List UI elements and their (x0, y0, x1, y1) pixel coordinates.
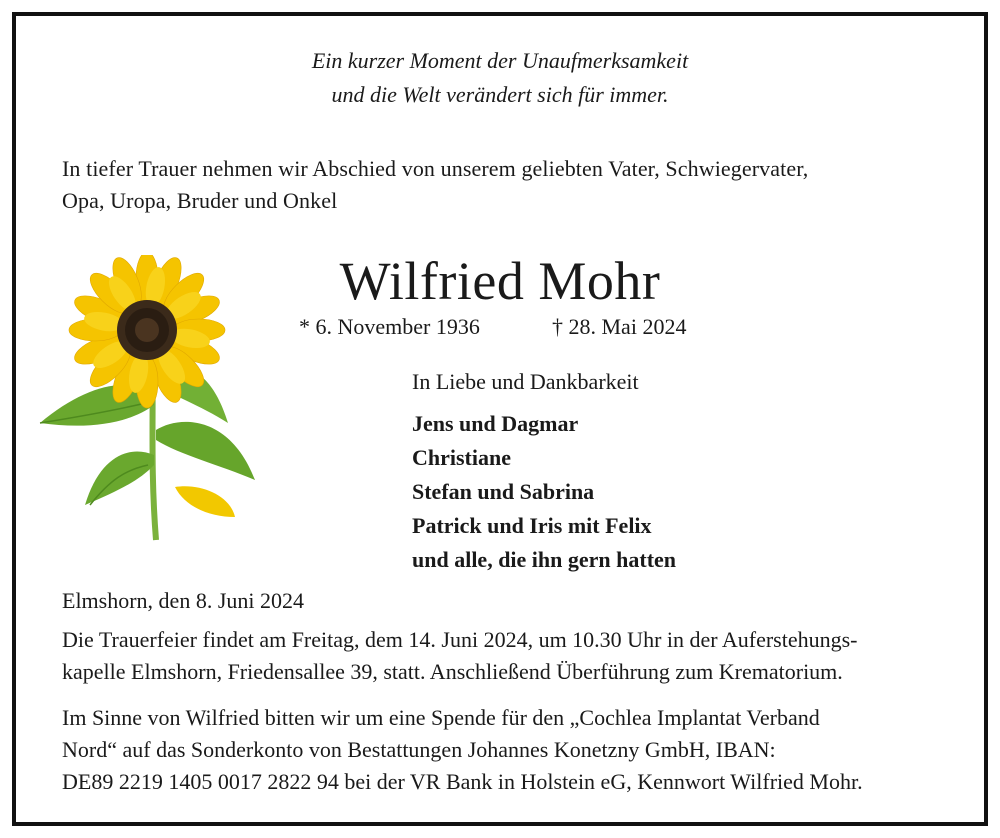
intro-line: In tiefer Trauer nehmen wir Abschied von unserem geliebten Vater, Schwiegervater, (62, 156, 809, 181)
donation-info (62, 702, 940, 798)
mourner-item: Patrick und Iris mit Felix (412, 513, 652, 538)
donation-line: Im Sinne von Wilfried bitten wir um eine Spende für den „Cochlea Implantat Verband (62, 705, 820, 730)
mourner-item: und alle, die ihn gern hatten (412, 547, 677, 572)
mourner-item: Christiane (412, 445, 511, 470)
intro-line: Opa, Uropa, Bruder und Onkel (62, 188, 338, 213)
ceremony-line: Die Trauerfeier findet am Freitag, dem 14. Juni 2024, um 10.30 Uhr in der Auferstehungs- (62, 627, 858, 652)
mourner-item: Stefan und Sabrina (412, 479, 595, 504)
place-and-date: Elmshorn, den 8. Juni 2024 (62, 588, 304, 613)
thanks-line: In Liebe und Dankbarkeit (412, 369, 639, 394)
motto-line: und die Welt verändert sich für immer. (331, 82, 669, 107)
intro-text (62, 153, 952, 217)
motto (0, 44, 1000, 112)
death-date: † 28. Mai 2024 (552, 314, 687, 339)
deceased-name: Wilfried Mohr (339, 251, 661, 311)
birth-date: * 6. November 1936 (299, 314, 480, 339)
motto-line: Ein kurzer Moment der Unaufmerksamkeit (311, 48, 689, 73)
donation-line: DE89 2219 1405 0017 2822 94 bei der VR Bank in Holstein eG, Kennwort Wilfried Mohr. (62, 769, 863, 794)
ceremony-line: kapelle Elmshorn, Friedensallee 39, statt. Anschließend Überführung zum Krematorium. (62, 659, 843, 684)
mourners-list (412, 407, 676, 577)
donation-line: Nord“ auf das Sonderkonto von Bestattungen Johannes Konetzny GmbH, IBAN: (62, 737, 776, 762)
ceremony-info (62, 624, 940, 688)
mourner-item: Jens und Dagmar (412, 411, 579, 436)
